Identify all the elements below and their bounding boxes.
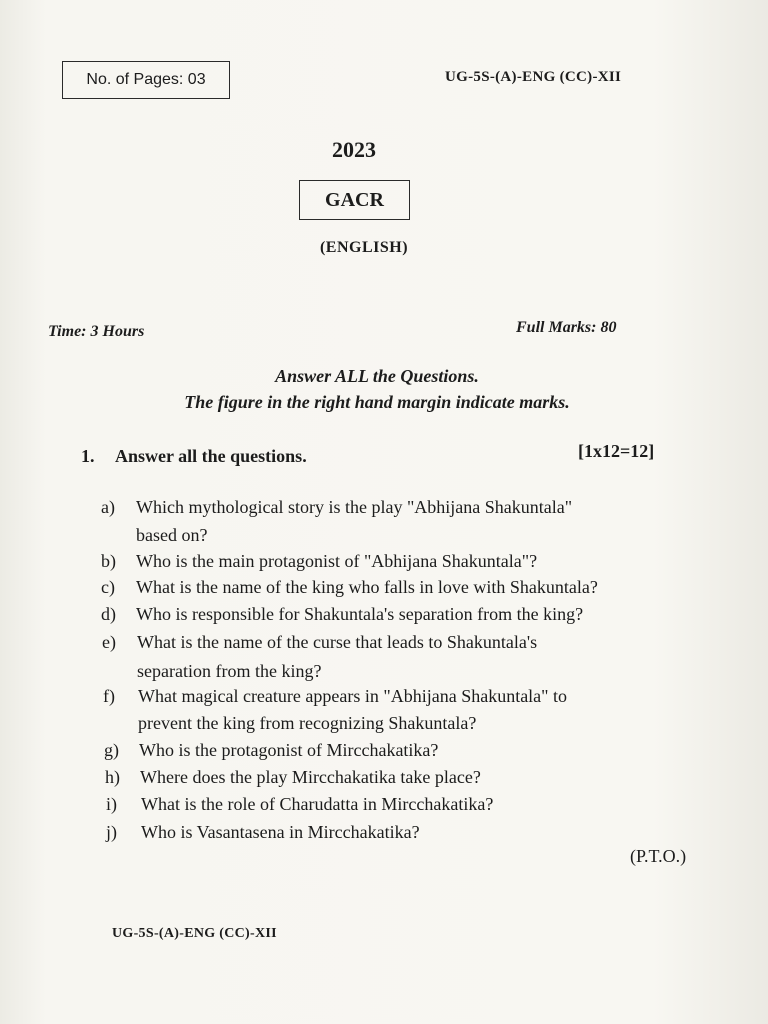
sub-question-label: b) xyxy=(101,551,116,571)
paper-code-footer: UG-5S-(A)-ENG (CC)-XII xyxy=(112,926,277,941)
sub-question-text: Which mythological story is the play "Abhijana Shakuntala" xyxy=(136,497,573,517)
instruction-line-1: Answer ALL the Questions. xyxy=(275,366,479,386)
sub-question-text: separation from the king? xyxy=(137,661,322,681)
sub-question-text: What magical creature appears in "Abhijana Shakuntala" to xyxy=(138,686,568,706)
sub-question-text: What is the name of the king who falls in love with Shakuntala? xyxy=(136,577,598,597)
sub-question-text: What is the role of Charudatta in Mircchakatika? xyxy=(141,794,494,814)
sub-question-text: What is the name of the curse that leads to Shakuntala's xyxy=(137,632,538,652)
question-number: 1. xyxy=(81,446,95,466)
sub-question-label: e) xyxy=(102,632,116,652)
sub-question-label: i) xyxy=(106,794,117,814)
page-count-box: No. of Pages: 03 xyxy=(62,61,230,99)
paper-code-header: UG-5S-(A)-ENG (CC)-XII xyxy=(445,69,622,85)
sub-question-text: Where does the play Mircchakatika take place? xyxy=(140,767,481,787)
sub-question-text: based on? xyxy=(136,525,208,545)
full-marks: Full Marks: 80 xyxy=(516,319,617,336)
question-marks: [1x12=12] xyxy=(578,441,655,461)
sub-question-label: h) xyxy=(105,767,120,787)
sub-question-text: prevent the king from recognizing Shakuntala? xyxy=(138,713,477,733)
sub-question-label: f) xyxy=(103,686,115,706)
please-turn-over: (P.T.O.) xyxy=(630,846,687,866)
subject-title: GACR xyxy=(299,180,410,220)
sub-question-text: Who is the protagonist of Mircchakatika? xyxy=(139,740,439,760)
exam-year: 2023 xyxy=(332,137,376,162)
sub-question-label: a) xyxy=(101,497,115,517)
sub-question-label: j) xyxy=(106,822,117,842)
sub-question-label: d) xyxy=(101,604,116,624)
sub-question-label: g) xyxy=(104,740,119,760)
sub-question-text: Who is the main protagonist of "Abhijana Shakuntala"? xyxy=(136,551,538,571)
sub-question-text: Who is Vasantasena in Mircchakatika? xyxy=(141,822,420,842)
instruction-line-2: The figure in the right hand margin indicate marks. xyxy=(184,392,570,412)
exam-duration: Time: 3 Hours xyxy=(48,323,145,340)
language-label: (ENGLISH) xyxy=(319,239,409,256)
question-heading: Answer all the questions. xyxy=(115,446,307,466)
sub-question-text: Who is responsible for Shakuntala's separation from the king? xyxy=(136,604,584,624)
sub-question-label: c) xyxy=(101,577,115,597)
